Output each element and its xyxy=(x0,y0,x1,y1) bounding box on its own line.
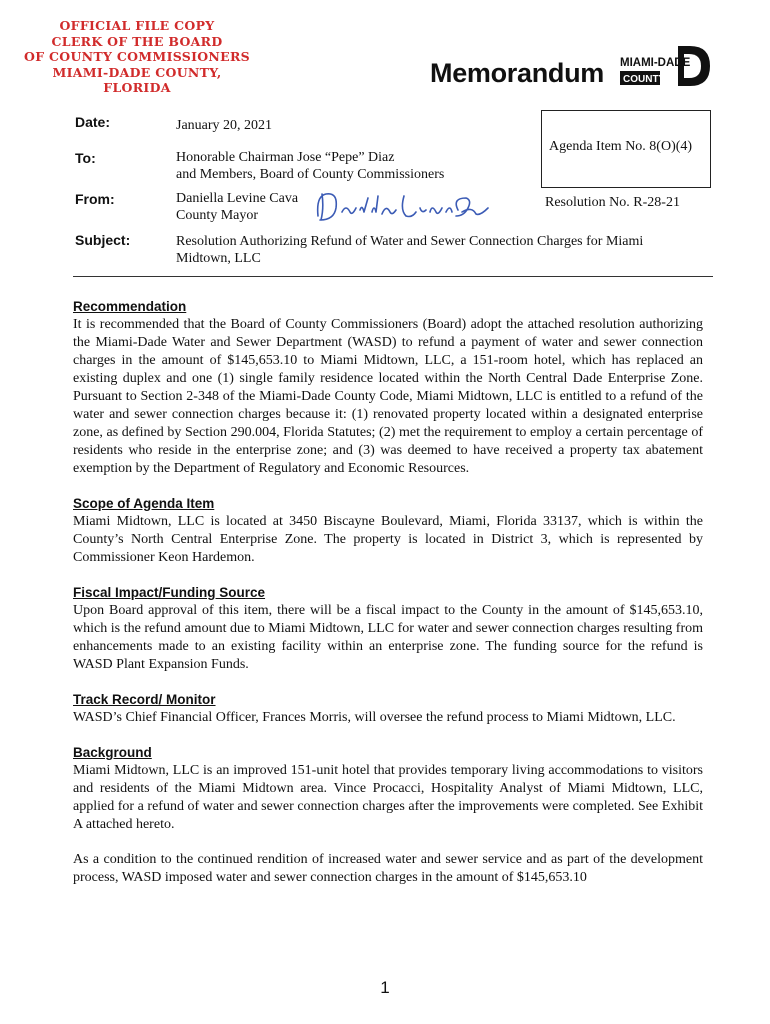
section-scope xyxy=(73,495,703,567)
to-label: To: xyxy=(75,150,96,166)
section-track-record xyxy=(73,691,703,727)
stamp-line: OFFICIAL FILE COPY xyxy=(59,18,215,33)
logo-text-line1: MIAMI-DADE xyxy=(620,57,691,69)
section-text: Miami Midtown, LLC is an improved 151-unit hotel that provides temporary living accommodations to visitors and residents of the Miami Midtown area. Vince Procacci, Hospitality Analyst of Miami Midtown, LLC, applied for a refund of water and sewer connection charges after the improvements were completed. See Exhibit A attached hereto. xyxy=(73,763,703,832)
logo-text-line2: COUNTY xyxy=(623,74,666,85)
header-divider xyxy=(73,276,713,277)
agenda-item-box xyxy=(541,110,711,188)
stamp-line: CLERK OF THE BOARD xyxy=(51,33,223,49)
from-line: Daniella Levine Cava xyxy=(176,191,299,206)
to-line: Honorable Chairman Jose “Pepe” Diaz xyxy=(176,150,395,165)
subject-line: Resolution Authorizing Refund of Water and Sewer Connection Charges for Miami xyxy=(176,234,644,249)
to-value xyxy=(176,149,444,183)
section-text: As a condition to the continued rendition of increased water and sewer service and as part of the development process, WASD imposed water and sewer connection charges in the amount of $145,653.10 xyxy=(73,852,703,885)
memo-body xyxy=(73,298,703,904)
page-number: 1 xyxy=(380,978,390,997)
section-text: It is recommended that the Board of County Commissioners (Board) adopt the attached resolution authorizing the Miami-Dade Water and Sewer Department (WASD) to refund a payment of water and sewer connection charges in the amount of $145,653.10 to Miami Midtown, LLC, a 151-room hotel, which has replaced an existing duplex and one (1) single family residence located within the North Central Dade Enterprise Zone. Pursuant to Section 2-348 of the Miami-Dade County Code, Miami Midtown, LLC is entitled to a refund of the water and sewer connection charges because it: (1) renovated property located within a designated enterprise zone, as defined by Section 290.004, Florida Statutes; (2) met the requirement to employ a certain percentage of residents who reside in the enterprise zone; and (3) was deemed to have received a property tax abatement exemption by the Department of Regulatory and Economic Resources. xyxy=(73,317,703,476)
section-background xyxy=(73,744,703,834)
section-recommendation xyxy=(73,298,703,478)
section-text: Miami Midtown, LLC is located at 3450 Biscayne Boulevard, Miami, Florida 33137, which is within the County’s North Central Enterprise Zone. The property is located in District 3, which is represented by Commissioner Keon Hardemon. xyxy=(73,514,703,565)
stamp-line: MIAMI-DADE COUNTY, FLORIDA xyxy=(52,64,222,95)
stamp-line: OF COUNTY COMMISSIONERS xyxy=(24,49,250,64)
official-file-copy-stamp xyxy=(22,18,252,96)
agenda-item-number: Agenda Item No. 8(O)(4) xyxy=(549,139,693,154)
section-heading: Track Record/ Monitor xyxy=(73,692,216,707)
handwritten-signature xyxy=(312,186,492,226)
section-heading: Fiscal Impact/Funding Source xyxy=(73,585,266,600)
section-text: WASD’s Chief Financial Officer, Frances Morris, will oversee the refund process to Miami Midtown, LLC. xyxy=(73,710,676,725)
section-heading: Background xyxy=(73,745,152,760)
memorandum-title: Memorandum xyxy=(430,58,605,88)
section-heading: Scope of Agenda Item xyxy=(73,496,215,511)
subject-value xyxy=(176,233,643,267)
section-text: Upon Board approval of this item, there will be a fiscal impact to the County in the amount of $145,653.10, which is the refund amount due to Miami Midtown, LLC for water and sewer connection charges resulting from enhancements made to an existing facility within an enterprise zone. The funding source for the refund is WASD Plant Expansion Funds. xyxy=(73,603,703,672)
subject-label: Subject: xyxy=(75,232,131,248)
section-fiscal-impact xyxy=(73,584,703,674)
section-heading: Recommendation xyxy=(73,299,187,314)
from-value xyxy=(176,190,298,224)
section-background-continued xyxy=(73,851,703,887)
from-label: From: xyxy=(75,191,115,207)
from-line: County Mayor xyxy=(176,208,259,223)
subject-line: Midtown, LLC xyxy=(176,251,261,266)
date-value: January 20, 2021 xyxy=(176,118,273,133)
resolution-number: Resolution No. R-28-21 xyxy=(545,195,680,210)
miami-dade-county-logo xyxy=(618,40,712,92)
date-label: Date: xyxy=(75,114,111,130)
to-line: and Members, Board of County Commissioners xyxy=(176,167,445,182)
